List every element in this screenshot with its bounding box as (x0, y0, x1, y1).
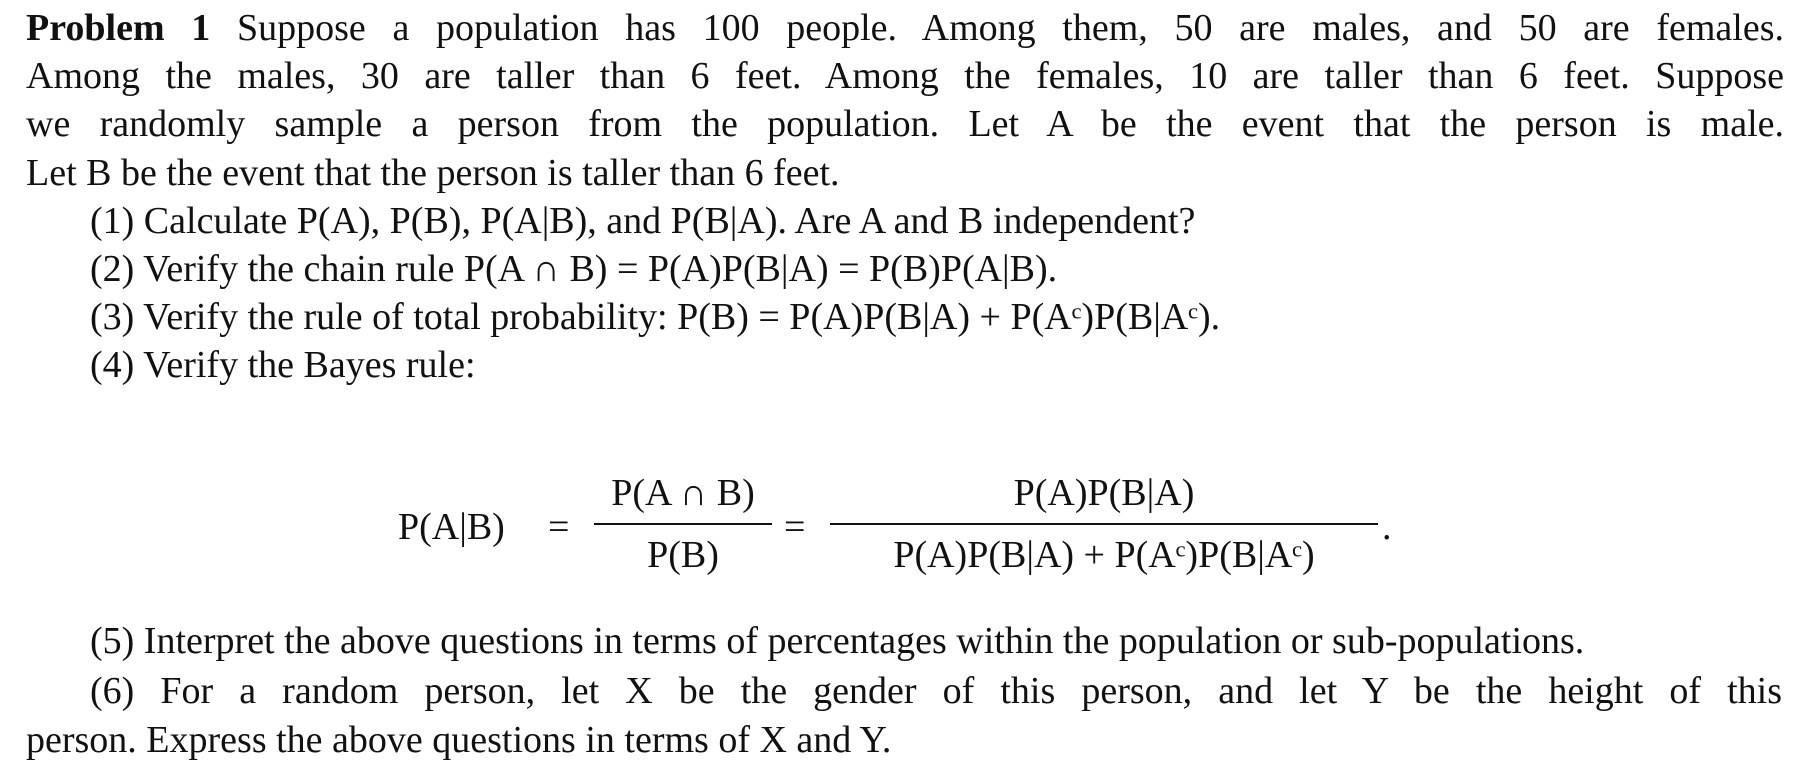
question-6-line-2: person. Express the above questions in terms of X and Y. (26, 719, 892, 761)
fraction-1-denominator: P(B) (647, 534, 719, 576)
question-6-line-1: (6) For a random person, let X be the gender of this person, and let Y be the height of this (90, 670, 1782, 712)
fraction-2-bar (830, 523, 1378, 525)
fraction-2 (830, 469, 1378, 579)
intro-text-1: Suppose a population has 100 people. Among them, 50 are males, and 50 are females. (236, 7, 1784, 49)
fraction-2-denominator: P(A)P(B|A) + P(Aᶜ)P(B|Aᶜ) (893, 534, 1315, 576)
formula-lhs: P(A|B) (398, 506, 505, 548)
question-2: (2) Verify the chain rule P(A ∩ B) = P(A)P(B|A) = P(B)P(A|B). (90, 248, 1058, 290)
fraction-1-bar (594, 523, 772, 525)
question-4: (4) Verify the Bayes rule: (90, 344, 476, 386)
fraction-1-numerator: P(A ∩ B) (611, 472, 755, 514)
formula-equals-1: = (548, 506, 570, 548)
intro-line-3: we randomly sample a person from the population. Let A be the event that the person is male. (26, 103, 1784, 145)
formula-equals-2: = (784, 506, 806, 548)
problem-heading: Problem 1 (26, 7, 211, 49)
intro-line-4: Let B be the event that the person is taller than 6 feet. (26, 152, 840, 194)
formula-period: . (1382, 506, 1392, 548)
fraction-2-numerator: P(A)P(B|A) (1013, 472, 1195, 514)
fraction-1 (594, 469, 772, 579)
question-3: (3) Verify the rule of total probability: P(B) = P(A)P(B|A) + P(Aᶜ)P(B|Aᶜ). (90, 296, 1221, 338)
intro-line-2: Among the males, 30 are taller than 6 feet. Among the females, 10 are taller than 6 feet. Suppose (26, 55, 1784, 97)
bayes-formula (0, 472, 1809, 595)
question-1: (1) Calculate P(A), P(B), P(A|B), and P(B|A). Are A and B independent? (90, 200, 1196, 242)
question-5: (5) Interpret the above questions in terms of percentages within the population or sub-populations. (90, 620, 1585, 662)
